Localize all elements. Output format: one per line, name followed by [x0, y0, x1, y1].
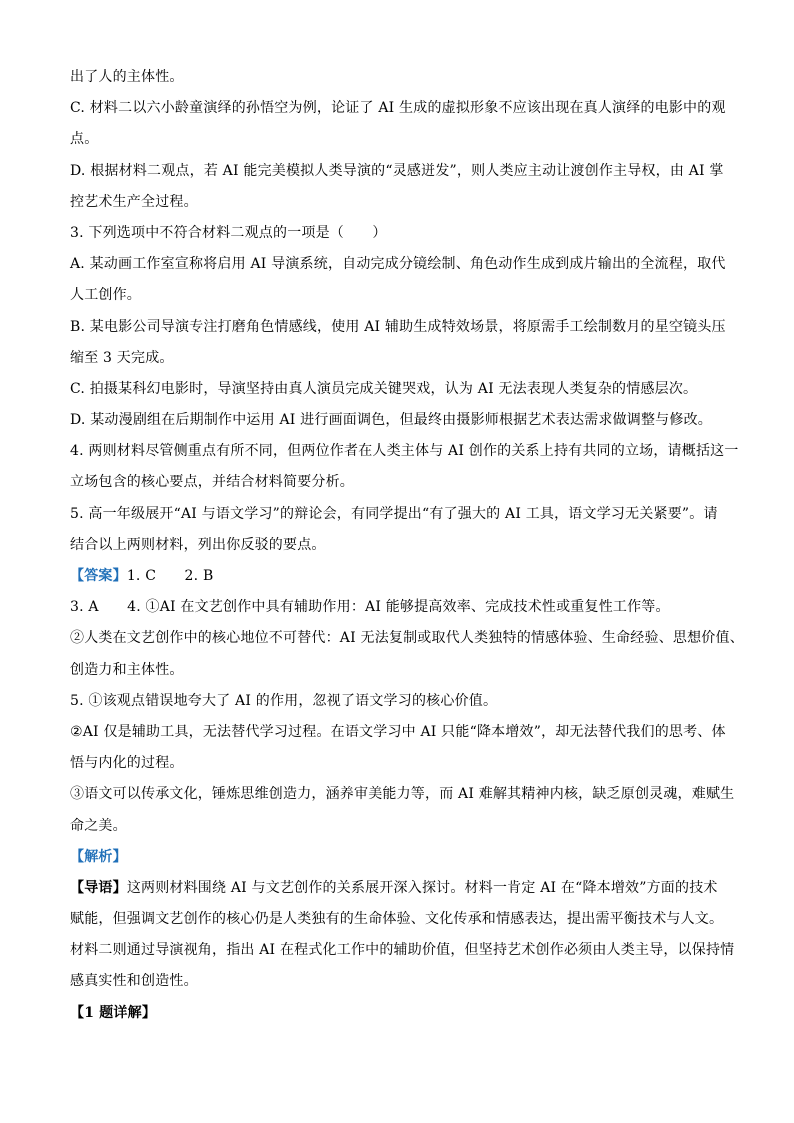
text-line: ②AI 仅是辅助工具，无法替代学习过程。在语文学习中 AI 只能“降本增效”，却无法替代我们的思考、体 [70, 723, 726, 740]
text-line: 悟与内化的过程。 [70, 755, 184, 772]
text-line: 赋能，但强调文艺创作的核心仍是人类独有的生命体验、文化传承和情感表达，提出需平衡技术与人文。 [70, 911, 724, 928]
question-3: 3. 下列选项中不符合材料二观点的一项是（ ） [70, 224, 387, 241]
text-line: 立场包含的核心要点，并结合材料简要分析。 [70, 474, 354, 491]
text-line: 3. A 4. ①AI 在文艺创作中具有辅助作用：AI 能够提高效率、完成技术性或重复性工作等。 [70, 599, 670, 616]
text-line: 5. ①该观点错误地夸大了 AI 的作用，忽视了语文学习的核心价值。 [70, 692, 498, 709]
text-line: ②人类在文艺创作中的核心地位不可替代：AI 无法复制或取代人类独特的情感体验、生命经验、思想价值、 [70, 630, 744, 647]
option-d-line: D. 某动漫剧组在后期制作中运用 AI 进行画面调色，但最终由摄影师根据艺术表达需求做调整与修改。 [70, 412, 712, 429]
text-line: 材料二则通过导演视角，指出 AI 在程式化工作中的辅助价值，但坚持艺术创作必须由人类主导，以保持情 [70, 942, 735, 959]
option-d-line: D. 根据材料二观点，若 AI 能完美模拟人类导演的“灵感迸发”，则人类应主动让渡创作主导权，由 AI 掌 [70, 162, 724, 179]
answer-line [70, 561, 735, 592]
intro-label: 【导语】 [70, 879, 127, 896]
option-b-line: B. 某电影公司导演专注打磨角色情感线，使用 AI 辅助生成特效场景，将原需手工绘制数月的星空镜头压 [70, 318, 726, 335]
intro-text: 这两则材料围绕 AI 与文艺创作的关系展开深入探讨。材料一肯定 AI 在“降本增效”方面的技术 [126, 879, 718, 896]
text-line: 人工创作。 [70, 287, 141, 304]
text-line: ③语文可以传承文化，锤炼思维创造力，涵养审美能力等，而 AI 难解其精神内核，缺乏原创灵魂，难赋生 [70, 786, 735, 803]
text-line: 创造力和主体性。 [70, 661, 184, 678]
document-body [70, 62, 744, 1029]
text-line: 控艺术生产全过程。 [70, 193, 198, 210]
detail-heading: 【1 题详解】 [70, 1004, 157, 1021]
text-line: 缩至 3 天完成。 [70, 349, 174, 366]
analysis-heading [70, 842, 735, 873]
option-c-line: C. 拍摄某科幻电影时，导演坚持由真人演员完成关键哭戏，认为 AI 无法表现人类复杂的情感层次。 [70, 380, 698, 397]
option-a-line: A. 某动画工作室宣称将启用 AI 导演系统，自动完成分镜绘制、角色动作生成到成片输出的全流程，取代 [70, 256, 726, 273]
text-line: 点。 [70, 131, 99, 148]
text-line: 出了人的主体性。 [70, 69, 184, 85]
answer-label: 【答案】 [70, 568, 127, 584]
option-c-line: C. 材料二以六小龄童演绎的孙悟空为例，论证了 AI 生成的虚拟形象不应该出现在真人演绎的电影中的观 [70, 100, 726, 117]
text-line: 结合以上两则材料，列出你反驳的要点。 [70, 536, 326, 553]
text-line: 感真实性和创造性。 [70, 973, 198, 990]
answer-text: 1. C 2. B [126, 568, 214, 584]
intro-line [70, 873, 735, 904]
text-line: 命之美。 [70, 817, 127, 834]
question-4: 4. 两则材料尽管侧重点有所不同，但两位作者在人类主体与 AI 创作的关系上持有共同的立场，请概括这一 [70, 443, 739, 460]
question-5: 5. 高一年级展开“AI 与语文学习”的辩论会，有同学提出“有了强大的 AI 工具，语文学习无关紧要”。请 [70, 505, 718, 522]
analysis-label: 【解析】 [70, 848, 127, 865]
